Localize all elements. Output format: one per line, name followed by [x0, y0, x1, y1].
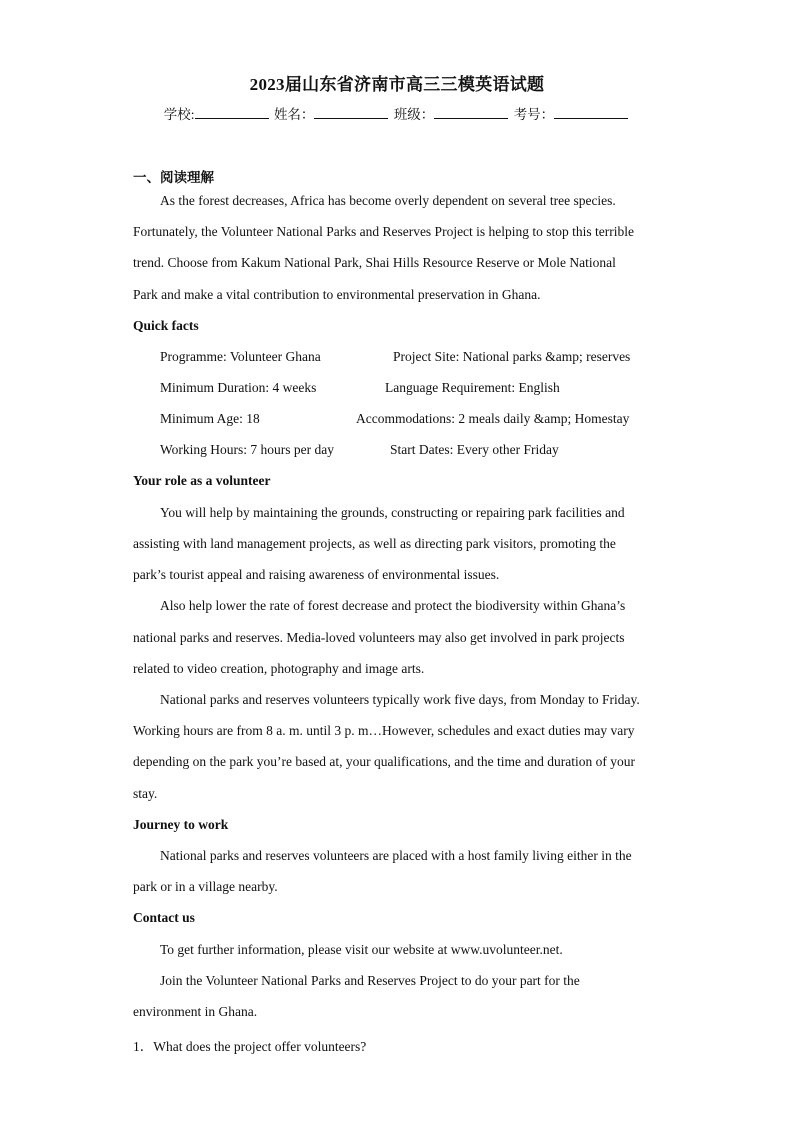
paragraph-line: depending on the park you’re based at, your qualifications, and the time and duration of your — [133, 754, 635, 769]
name-label: 姓名： — [273, 107, 315, 122]
question-1: 1．What does the project offer volunteers? — [133, 1039, 367, 1054]
intro-line: As the forest decreases, Africa has become overly dependent on several tree species. — [160, 193, 616, 208]
role-heading: Your role as a volunteer — [133, 473, 271, 488]
page-title: 2023届山东省济南市高三三模英语试题 — [249, 75, 545, 94]
id-label: 考号： — [513, 107, 555, 122]
fact-left: Programme: Volunteer Ghana — [160, 349, 321, 364]
school-blank[interactable] — [195, 106, 269, 119]
paragraph-line: related to video creation, photography and image arts. — [133, 661, 425, 676]
school-label: 学校: — [163, 107, 195, 122]
id-blank[interactable] — [554, 106, 628, 119]
paragraph-line: National parks and reserves volunteers are placed with a host family living either in the — [160, 848, 632, 863]
paragraph-line: To get further information, please visit our website at www.uvolunteer.net. — [160, 942, 563, 957]
fact-right: Language Requirement: English — [385, 380, 560, 395]
intro-line: Park and make a vital contribution to environmental preservation in Ghana. — [133, 287, 541, 302]
paragraph-line: environment in Ghana. — [133, 1004, 258, 1019]
paragraph-line: Also help lower the rate of forest decrease and protect the biodiversity within Ghana’s — [160, 598, 626, 613]
class-blank[interactable] — [434, 106, 508, 119]
quick-facts-heading: Quick facts — [133, 318, 199, 333]
contact-heading: Contact us — [133, 910, 195, 925]
intro-line: trend. Choose from Kakum National Park, Shai Hills Resource Reserve or Mole National — [133, 255, 616, 270]
fact-right: Start Dates: Every other Friday — [390, 442, 559, 457]
paragraph-line: Join the Volunteer National Parks and Reserves Project to do your part for the — [160, 973, 580, 988]
student-info-line — [0, 103, 794, 123]
paragraph-line: park or in a village nearby. — [133, 879, 278, 894]
paragraph-line: assisting with land management projects, as well as directing park visitors, promoting the — [133, 536, 616, 551]
paragraph-line: park’s tourist appeal and raising awareness of environmental issues. — [133, 567, 500, 582]
paragraph-line: stay. — [133, 786, 158, 801]
fact-right: Accommodations: 2 meals daily &amp; Homestay — [356, 411, 630, 426]
intro-line: Fortunately, the Volunteer National Parks and Reserves Project is helping to stop this terrible — [133, 224, 635, 239]
paragraph-line: You will help by maintaining the grounds, constructing or repairing park facilities and — [160, 505, 625, 520]
section-heading: 一、阅读理解 — [133, 170, 214, 185]
paragraph-line: National parks and reserves volunteers typically work five days, from Monday to Friday. — [160, 692, 640, 707]
paragraph-line: Working hours are from 8 a. m. until 3 p. m…However, schedules and exact duties may vary — [133, 723, 635, 738]
fact-left: Working Hours: 7 hours per day — [160, 442, 335, 457]
class-label: 班级： — [393, 107, 435, 122]
fact-left: Minimum Duration: 4 weeks — [160, 380, 317, 395]
fact-right: Project Site: National parks &amp; reserves — [393, 349, 631, 364]
fact-left: Minimum Age: 18 — [160, 411, 260, 426]
journey-heading: Journey to work — [133, 817, 229, 832]
name-blank[interactable] — [314, 106, 388, 119]
paragraph-line: national parks and reserves. Media-loved volunteers may also get involved in park projects — [133, 630, 625, 645]
